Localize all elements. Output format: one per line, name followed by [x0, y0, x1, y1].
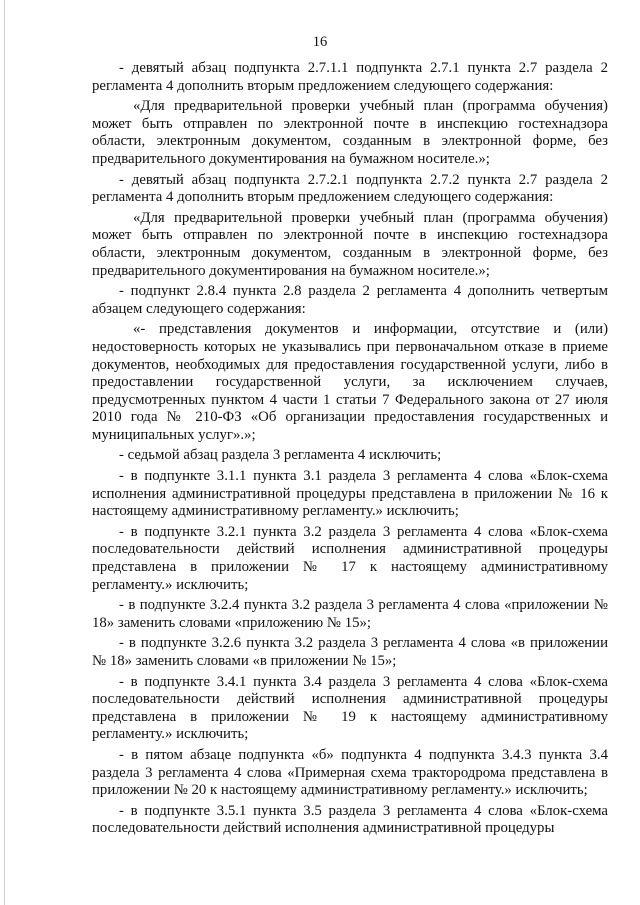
paragraph-exclude-seventh-abzac: - седьмой абзац раздела 3 регламента 4 исключить; — [119, 447, 442, 464]
paragraph-amend-2-7-2-1: - девятый абзац подпункта 2.7.2.1 подпункта 2.7.2 пункта 2.7 раздела 2 регламента 4 дополнить вторым предложением следующего содержания: — [92, 171, 608, 206]
paragraph-quote-study-plan-1: «Для предварительной проверки учебный план (программа обучения) может быть отправлен по электронной почте в инспекцию гостехнадзора области, электронным документом, созданным в электронной форме, без предварительного документирования на бумажном носителе.»; — [92, 98, 608, 167]
paragraph-amend-3-5-1: - в подпункте 3.5.1 пункта 3.5 раздела 3 регламента 4 слова «Блок-схема последовательности действий исполнения административной процедуры — [92, 802, 608, 837]
paragraph-amend-2-7-1-1: - девятый абзац подпункта 2.7.1.1 подпункта 2.7.1 пункта 2.7 раздела 2 регламента 4 дополнить вторым предложением следующего содержания: — [92, 60, 608, 94]
paragraph-amend-3-2-6: - в подпункте 3.2.6 пункта 3.2 раздела 3 регламента 4 слова «в приложении № 18» заменить словами «в приложении № 15»; — [92, 635, 608, 669]
page-number: 16 — [312, 34, 328, 50]
paragraph-amend-3-4-3: - в пятом абзаце подпункта «б» подпункта 4 подпункта 3.4.3 пункта 3.4 раздела 3 регламента 4 слова «Примерная схема трактородрома представлена в приложении № 20 к настоящему административному регламенту.» исключить; — [92, 746, 608, 799]
paragraph-amend-2-8-4: - подпункт 2.8.4 пункта 2.8 раздела 2 регламента 4 дополнить четвертым абзацем следующего содержания: — [92, 283, 608, 317]
page-edge-line — [4, 0, 5, 905]
paragraph-quote-refusal-grounds: «- представления документов и информации, отсутствие и (или) недостоверность которых не указывались при первоначальном отказе в приеме документов, необходимых для предоставления государственной услуги, либо в предоставлении государственной услуги, за исключением случаев, предусмотренных пунктом 4 части 1 статьи 7 Федерального закона от 27 июля 2010 года № 210-ФЗ «Об организации предоставления государственных и муниципальных услуг».»; — [92, 321, 608, 443]
paragraph-amend-3-2-1: - в подпункте 3.2.1 пункта 3.2 раздела 3 регламента 4 слова «Блок-схема последовательности действий исполнения административной процедуры представлена в приложении № 17 к настоящему административному регламенту.» исключить; — [92, 523, 608, 593]
paragraph-quote-study-plan-2: «Для предварительной проверки учебный план (программа обучения) может быть отправлен по электронной почте в инспекцию гостехнадзора области, электронным документом, созданным в электронной форме, без предварительного документирования на бумажном носителе.»; — [92, 209, 608, 279]
document-body — [92, 60, 608, 841]
paragraph-amend-3-4-1: - в подпункте 3.4.1 пункта 3.4 раздела 3 регламента 4 слова «Блок-схема последовательности действий исполнения административной процедуры представлена в приложении № 19 к настоящему административному регламенту.» исключить; — [92, 673, 608, 743]
paragraph-amend-3-2-4: - в подпункте 3.2.4 пункта 3.2 раздела 3 регламента 4 слова «приложении № 18» заменить словами «приложению № 15»; — [92, 597, 608, 631]
paragraph-amend-3-1-1: - в подпункте 3.1.1 пункта 3.1 раздела 3 регламента 4 слова «Блок-схема исполнения административной процедуры представлена в приложении № 16 к настоящему административному регламенту.» исключить; — [92, 468, 608, 520]
